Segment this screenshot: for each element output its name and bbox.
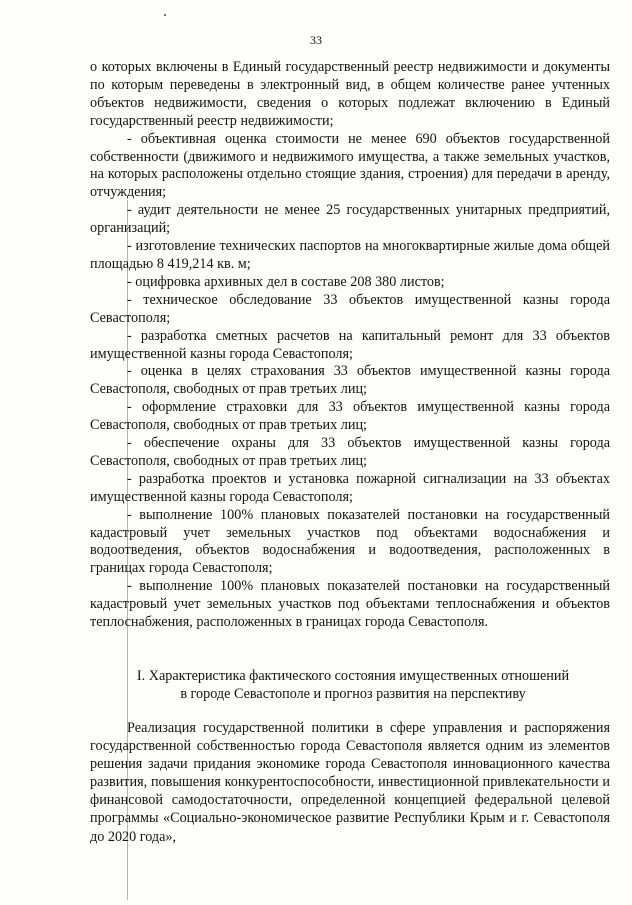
- list-item: - обеспечение охраны для 33 объектов имущественной казны города Севастополя, свободных от прав третьих лиц;: [90, 435, 610, 469]
- list-item: - выполнение 100% плановых показателей постановки на государственный кадастровый учет земельных участков под объектами теплоснабжения и объектов теплоснабжения, расположенных в границах города Севастополя.: [90, 578, 610, 631]
- list-item: - разработка проектов и установка пожарной сигнализации на 33 объектах имущественной казны города Севастополя;: [90, 470, 610, 505]
- list-item: - техническое обследование 33 объектов имущественной казны города Севастополя;: [90, 291, 610, 326]
- section-heading-line: I. Характеристика фактического состояния имущественных отношений: [136, 668, 570, 684]
- section-heading-line: в городе Севастополе и прогноз развития на перспективу: [180, 686, 526, 702]
- list-item: - выполнение 100% плановых показателей постановки на государственный кадастровый учет земельных участков под объектами водоснабжения и водоотведения, объектов водоснабжения и водоотведения, расположенных в границах города Севастополя;: [90, 506, 610, 577]
- list-item: - оценка в целях страхования 33 объектов имущественной казны города Севастополя, свободных от прав третьих лиц;: [90, 363, 610, 398]
- list-item: - изготовление технических паспортов на многоквартирные жилые дома общей площадью 8 419,214 кв. м;: [90, 238, 610, 272]
- body-text: [90, 59, 610, 632]
- paragraph: Реализация государственной политики в сфере управления и распоряжения государственной собственностью города Севастополя является одним из элементов решения задачи придания экономике города Севастополя инновационного качества развития, повышения конкурентоспособности, инвестиционной привлекательности и финансовой самодостаточности, определенной концепцией федеральной целевой программы «Социально-экономическое развитие Республики Крым и г. Севастополя до 2020 года»,: [90, 720, 610, 845]
- closing-text: [90, 719, 610, 846]
- paragraph: о которых включены в Единый государственный реестр недвижимости и документы по которым переведены в электронный вид, в общем количестве ранее учтенных объектов недвижимости, сведения о которых подлежат включению в Единый государственный реестр недвижимости;: [90, 59, 610, 129]
- list-item: - разработка сметных расчетов на капитальный ремонт для 33 объектов имущественной казны города Севастополя;: [90, 327, 610, 362]
- list-item: - аудит деятельности не менее 25 государственных унитарных предприятий, организаций;: [90, 202, 610, 237]
- list-item: - оцифровка архивных дел в составе 208 380 листов;: [127, 273, 445, 290]
- list-item: - оформление страховки для 33 объектов имущественной казны города Севастополя, свободных от прав третьих лиц;: [90, 399, 610, 434]
- list-item: - объективная оценка стоимости не менее 690 объектов государственной собственности (движимого и недвижимого имущества, а также земельных участков, на которых расположены отдельно стоящие здания, строения) для передачи в аренду, отчуждения;: [90, 130, 610, 201]
- page-number: 33: [310, 33, 322, 47]
- section-heading: [118, 667, 588, 703]
- scan-artifact-dot: [164, 14, 166, 16]
